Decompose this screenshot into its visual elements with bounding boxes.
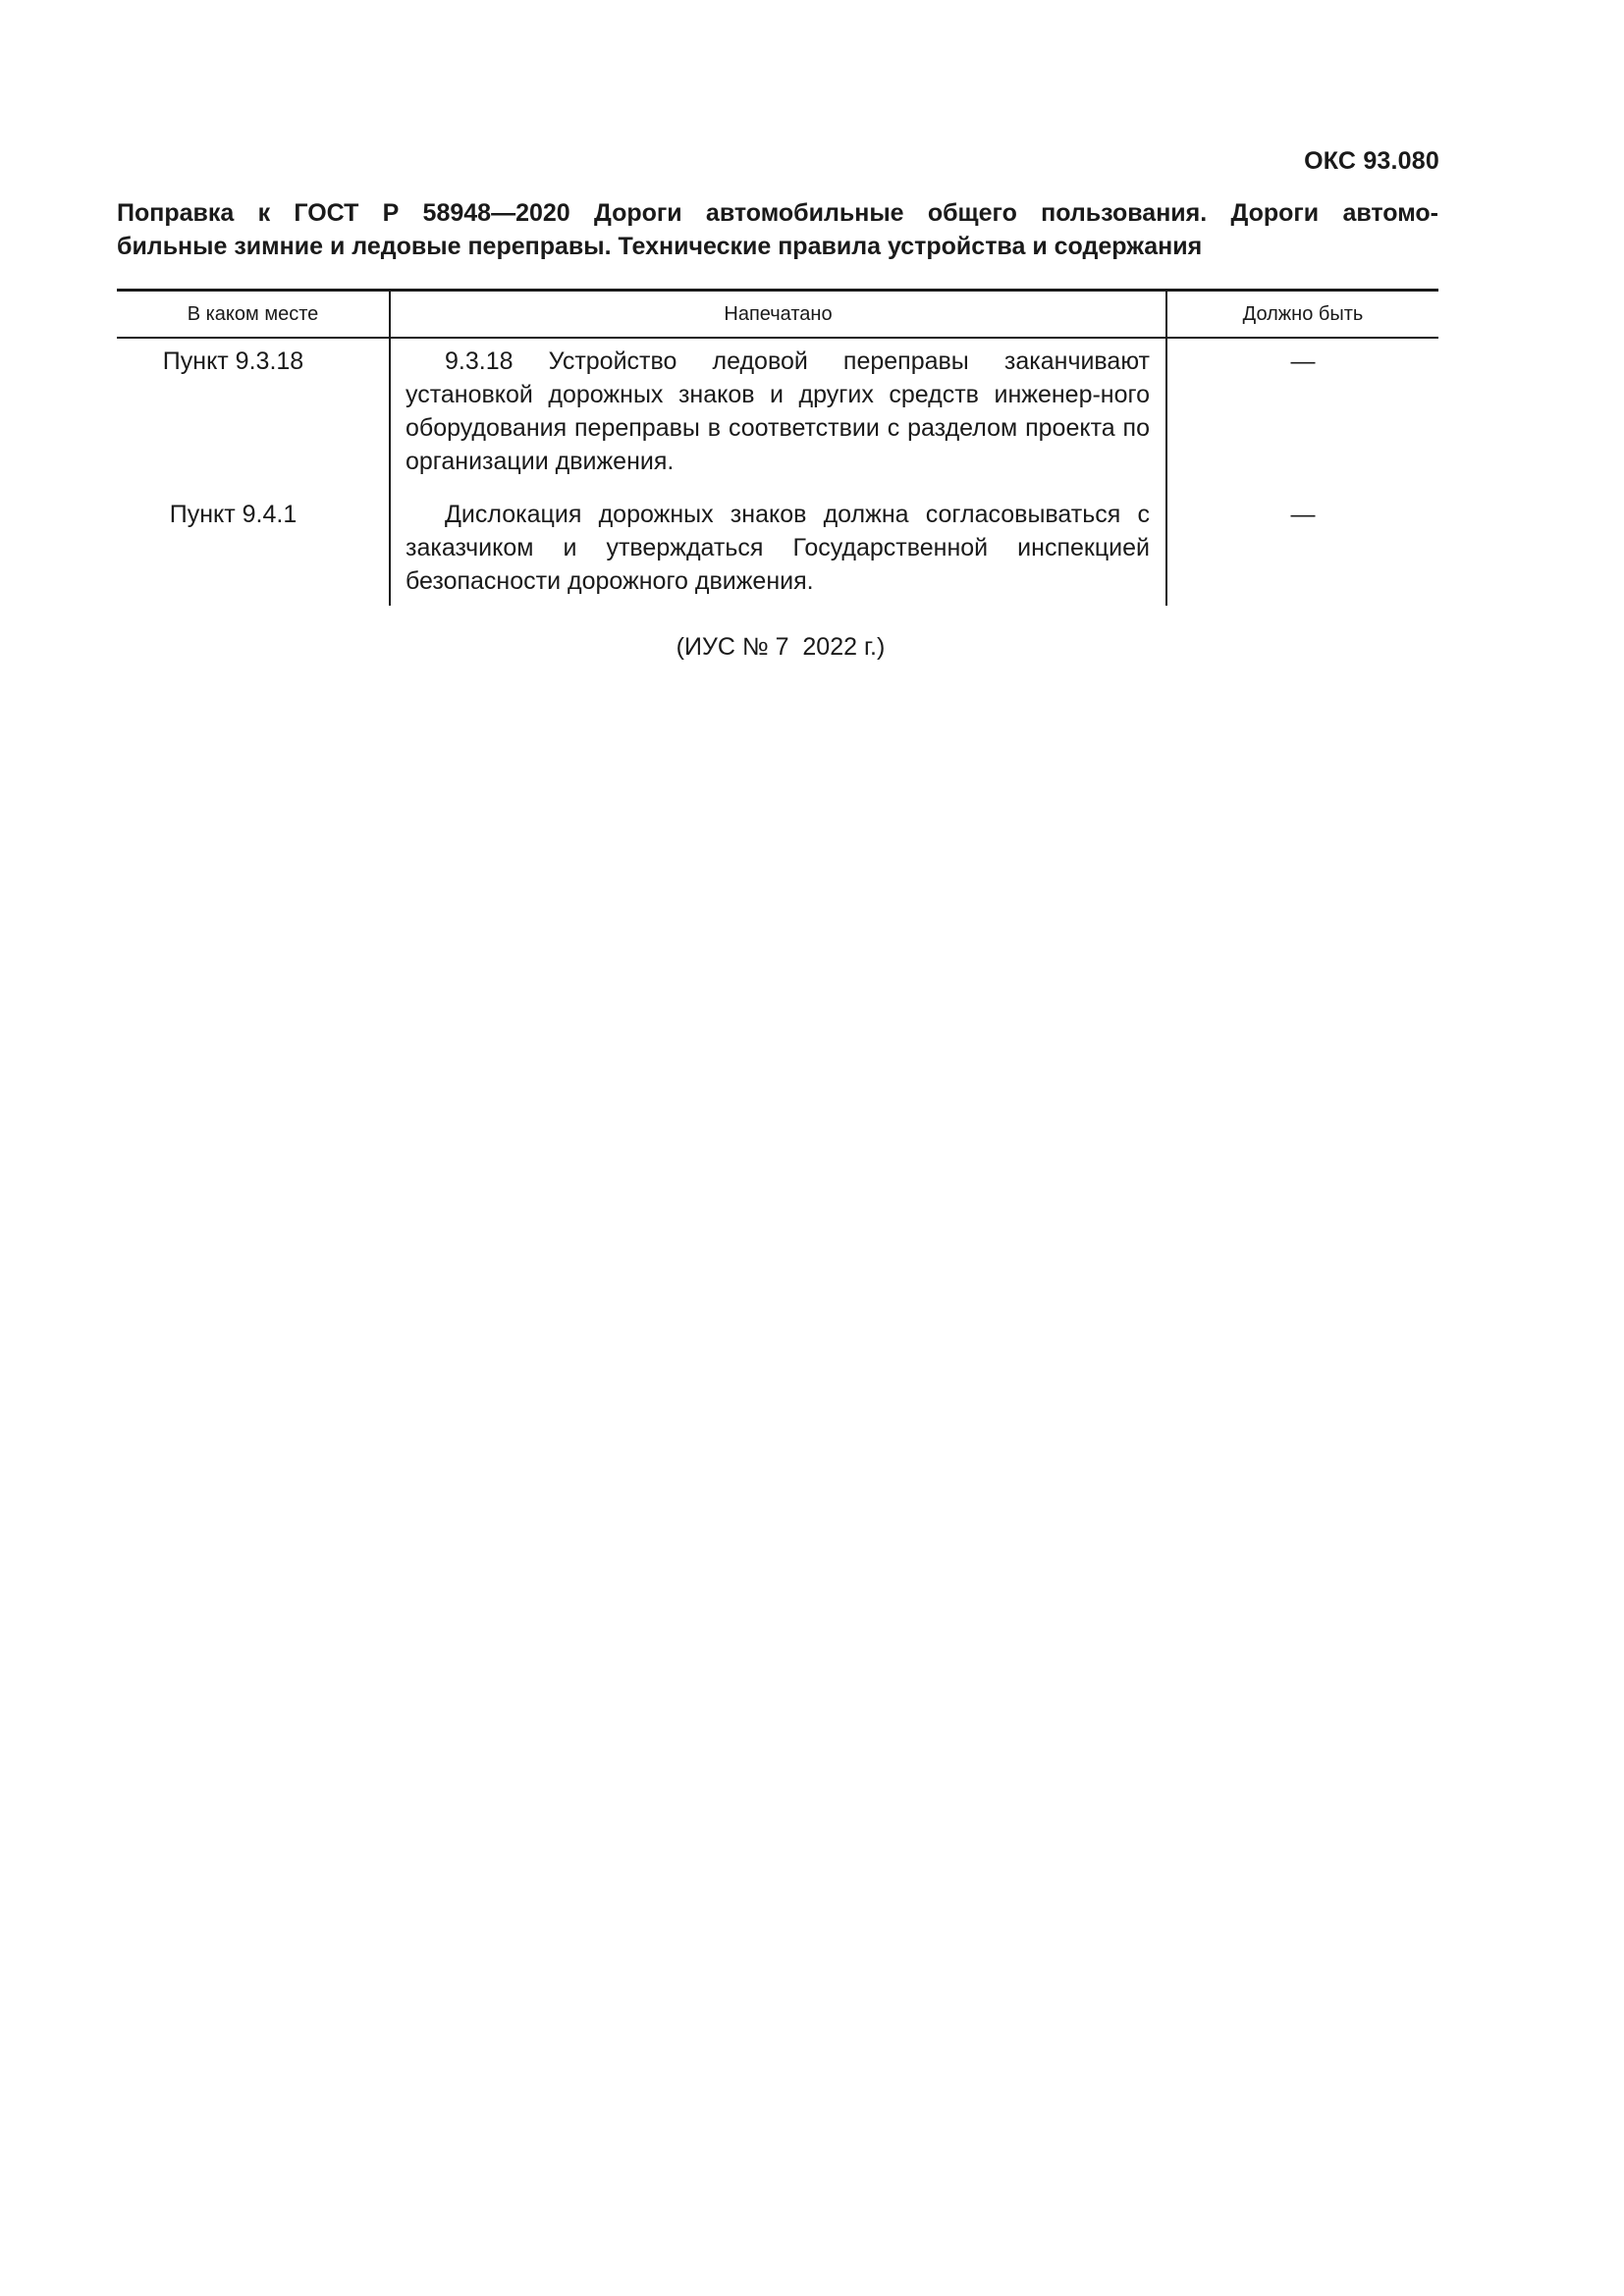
printed-text: Дислокация дорожных знаков должна согласовываться с заказчиком и утверждаться Государственной инспекцией безопасности дорожного движения. — [406, 501, 1150, 595]
title-line-1: Поправка к ГОСТ Р 58948—2020 Дороги автомобильные общего пользования. Дороги автомо- — [117, 199, 1438, 227]
cell-where: Пункт 9.4.1 — [169, 501, 298, 528]
table-row — [117, 492, 1438, 606]
printed-text: 9.3.18 Устройство ледовой переправы заканчивают установкой дорожных знаков и других средств инженер-ного оборудования переправы в соответствии с разделом проекта по организации движения. — [406, 347, 1150, 475]
column-header-where: В каком месте — [117, 291, 390, 339]
table-header-row — [117, 291, 1438, 339]
document-title — [117, 196, 1438, 263]
cell-printed — [390, 338, 1166, 492]
cell-should: — — [1290, 347, 1316, 375]
cell-printed — [390, 492, 1166, 606]
column-header-printed: Напечатано — [390, 291, 1166, 339]
title-line-2: бильные зимние и ледовые переправы. Технические правила устройства и содержания — [117, 233, 1203, 260]
table-row — [117, 338, 1438, 492]
amendment-table — [117, 289, 1438, 606]
ius-reference: (ИУС № 7 2022 г.) — [676, 633, 886, 661]
oks-code: ОКС 93.080 — [1304, 147, 1439, 175]
cell-should: — — [1290, 501, 1316, 528]
column-header-should: Должно быть — [1166, 291, 1438, 339]
cell-where: Пункт 9.3.18 — [162, 347, 304, 375]
